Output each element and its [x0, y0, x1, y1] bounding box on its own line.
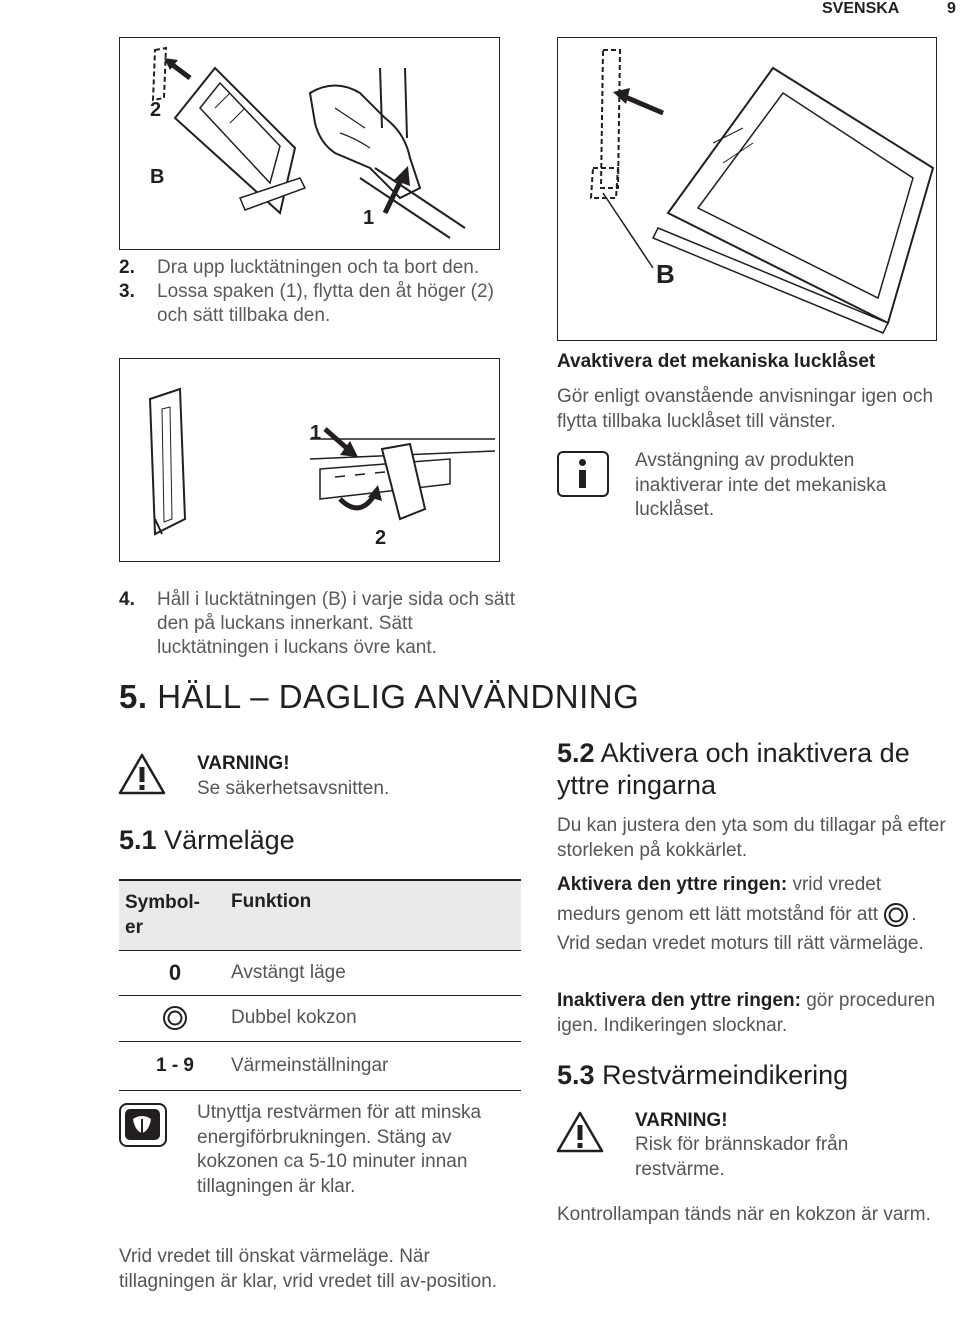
header-language: SVENSKA [822, 0, 900, 17]
turn-knob-text: Vrid vredet till önskat värmeläge. När tillagningen är klar, vrid vredet till av-position. [119, 1246, 498, 1292]
function-off: Avstängt läge [231, 950, 521, 995]
table-row [119, 950, 521, 995]
section-5-2-intro: Du kan justera den yta som du tillagar på efter storleken på kokkärlet. [557, 815, 946, 861]
figure3-label-1: 1 [310, 422, 322, 444]
warning-icon [555, 1110, 605, 1159]
activate-outer-ring [557, 873, 942, 956]
figure-door-seal-removal [119, 37, 500, 250]
section-5-2-heading [557, 737, 947, 801]
heat-settings-table [119, 879, 521, 1091]
eco-icon [119, 1103, 167, 1147]
door-with-seal-illustration [558, 38, 936, 340]
section-5-1-number: 5.1 [119, 825, 157, 855]
deactivate-label: Inaktivera den yttre ringen: [557, 990, 801, 1011]
activate-text-b: . Vrid sedan vredet moturs till rätt värmeläge. [557, 903, 924, 954]
section-5-number: 5. [119, 678, 148, 715]
section-5-3-number: 5.3 [557, 1060, 595, 1090]
activate-label: Aktivera den yttre ringen: [557, 874, 788, 895]
step-2-text: Dra upp lucktätningen och ta bort den. [157, 257, 480, 278]
indicator-text: Kontrollampan tänds när en kokzon är varm. [557, 1204, 931, 1225]
lever-illustration [120, 359, 499, 561]
table-row [119, 1041, 521, 1090]
figure-lever [119, 358, 500, 562]
symbol-off: 0 [119, 950, 231, 995]
page-number: 9 [947, 0, 956, 17]
figure2-label-b: B [656, 259, 675, 289]
section-5-1-heading [119, 824, 295, 856]
figure3-label-2: 2 [375, 527, 387, 549]
function-heat-settings: Värmeinställningar [231, 1041, 521, 1090]
dual-zone-icon [883, 902, 909, 928]
step-list-top [119, 256, 509, 328]
warning-title-5-3: VARNING! [635, 1110, 728, 1131]
step-3: 3. Lossa spaken (1), flytta den åt höger (2) och sätt tillbaka den. [119, 281, 494, 326]
activate-text-a: vrid vredet medurs genom ett lätt motstånd för att [557, 874, 882, 925]
figure1-label-1: 1 [363, 207, 375, 229]
figure-door-seal-b [557, 37, 937, 341]
symbol-range: 1 - 9 [119, 1041, 231, 1090]
section-5-3-heading [557, 1059, 848, 1091]
function-dual-zone: Dubbel kokzon [231, 995, 521, 1041]
section-5-heading [119, 678, 639, 716]
figure1-label-2: 2 [150, 99, 162, 121]
deactivate-lock-text: Gör enligt ovanstående anvisningar igen och flytta tillbaka lucklåset till vänster. [557, 386, 934, 432]
figure1-label-b: B [150, 166, 165, 188]
door-seal-illustration [120, 38, 499, 249]
deactivate-outer-ring [557, 989, 942, 1038]
table-header-row [119, 880, 521, 950]
col-header-symbols: Symbol-er [119, 880, 231, 950]
warning-text: Se säkerhetsavsnitten. [197, 778, 390, 799]
dual-zone-icon [162, 1005, 188, 1031]
section-5-2-number: 5.2 [557, 738, 595, 768]
section-5-3-title: Restvärmeindikering [602, 1060, 849, 1090]
deactivate-text: gör proceduren igen. Indikeringen slocknar. [557, 990, 936, 1036]
table-row [119, 995, 521, 1041]
section-5-title: HÄLL – DAGLIG ANVÄNDNING [157, 678, 640, 715]
symbol-dual-zone [119, 995, 231, 1041]
step-4-text: Håll i lucktätningen (B) i varje sida och sätt den på luckans innerkant. Sätt lucktätningen i luckans övre kant. [157, 589, 515, 658]
step-3-text: Lossa spaken (1), flytta den åt höger (2) och sätt tillbaka den. [157, 281, 494, 326]
warning-icon [117, 752, 167, 801]
info-icon [557, 451, 609, 497]
warning-text-5-3: Risk för brännskador från restvärme. [635, 1134, 849, 1180]
col-header-function: Funktion [231, 880, 521, 950]
section-5-1-title: Värmeläge [164, 825, 295, 855]
heading-deactivate-lock: Avaktivera det mekaniska lucklåset [557, 351, 876, 372]
step-2: 2. Dra upp lucktätningen och ta bort den. [119, 257, 480, 278]
step-4: 4. Håll i lucktätningen (B) i varje sida och sätt den på luckans innerkant. Sätt lucktätningen i luckans övre kant. [119, 589, 515, 658]
eco-text: Utnyttja restvärmen för att minska energiförbrukningen. Stäng av kokzonen ca 5-10 minuter innan tillagningen är klar. [197, 1102, 482, 1197]
info-text: Avstängning av produkten inaktiverar inte det mekaniska lucklåset. [635, 450, 887, 520]
section-5-2-title: Aktivera och inaktivera de yttre ringarna [557, 738, 910, 800]
warning-title: VARNING! [197, 753, 290, 774]
